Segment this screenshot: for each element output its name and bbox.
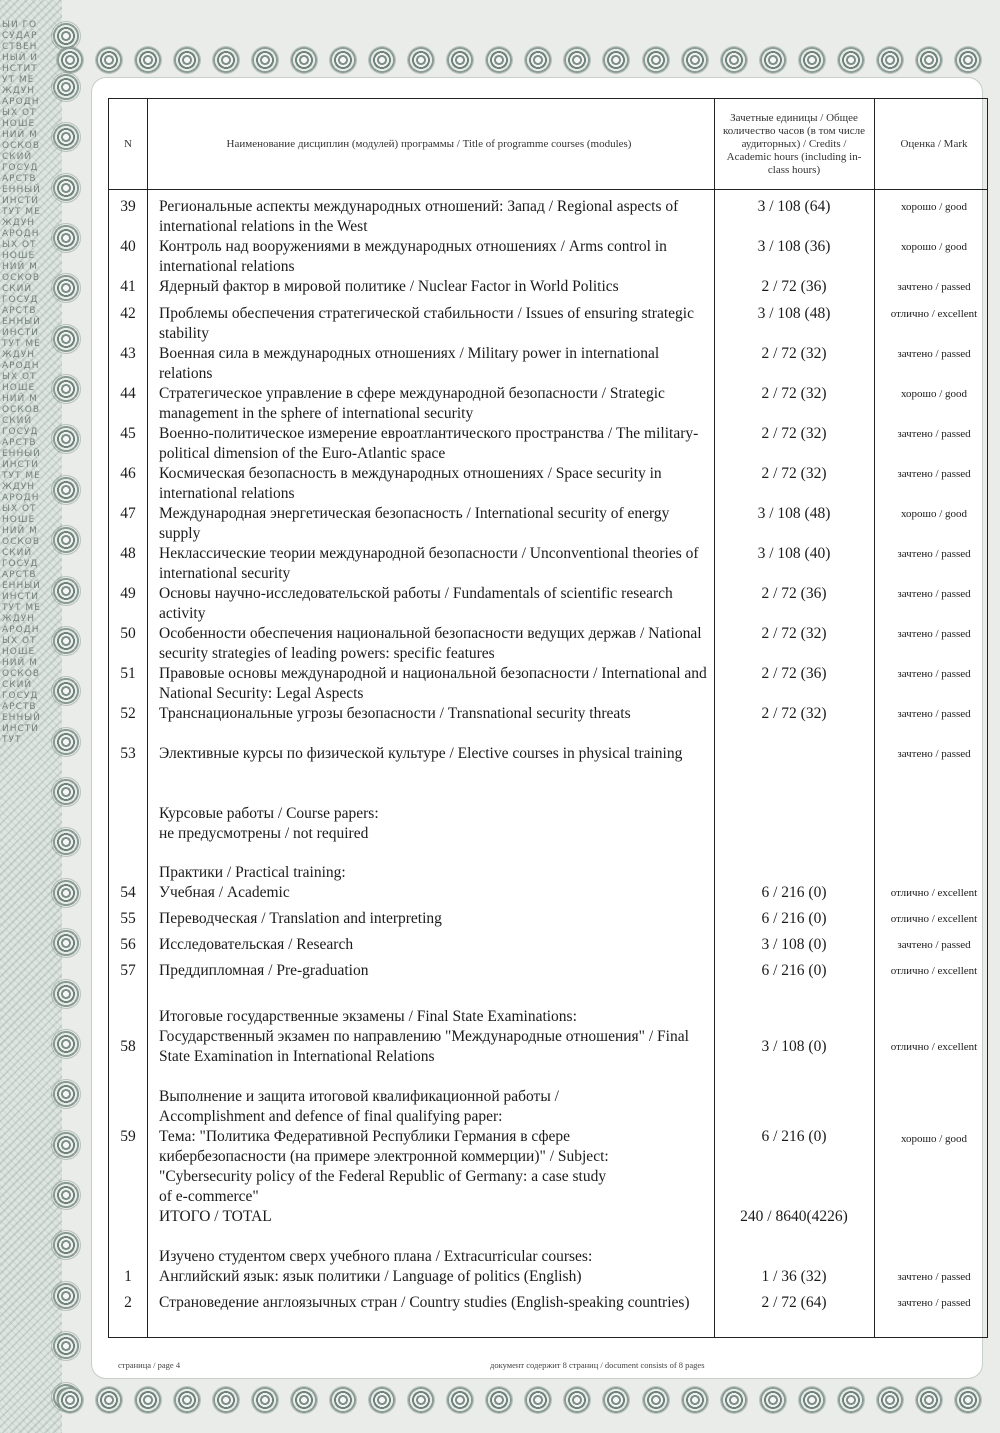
guilloche-rosette bbox=[52, 1080, 80, 1108]
guilloche-rosette bbox=[52, 828, 80, 856]
course-mark: отлично / excellent bbox=[890, 913, 978, 925]
course-mark: зачтено / passed bbox=[897, 468, 971, 480]
guilloche-rosette bbox=[408, 47, 434, 73]
course-title: Государственный экзамен по направлению "Международные отношения" / Final State Examination in International Relations bbox=[159, 1028, 689, 1065]
guilloche-rosette bbox=[52, 627, 80, 655]
guilloche-rosette bbox=[52, 1231, 80, 1259]
header-title: Наименование дисциплин (модулей) программы / Title of programme courses (modules) bbox=[226, 137, 632, 150]
guilloche-rosette bbox=[52, 174, 80, 202]
guilloche-rosette bbox=[369, 1387, 395, 1413]
row-number: 55 bbox=[120, 910, 136, 927]
guilloche-rosette bbox=[52, 425, 80, 453]
guilloche-rosette bbox=[799, 1387, 825, 1413]
course-credits: 2 / 72 (36) bbox=[761, 278, 827, 295]
guilloche-rosette bbox=[877, 47, 903, 73]
total-credits: 240 / 8640(4226) bbox=[740, 1208, 848, 1225]
guilloche-rosette bbox=[447, 47, 473, 73]
course-credits: 2 / 72 (36) bbox=[761, 585, 827, 602]
rosette-row-top bbox=[44, 40, 994, 80]
guilloche-rosette bbox=[52, 375, 80, 403]
course-mark: зачтено / passed bbox=[897, 1271, 971, 1283]
course-title: Военно-политическое измерение евроатлантического пространства / The military-political dimension of the Euro-Atlantic space bbox=[159, 425, 699, 462]
column-divider-n bbox=[147, 99, 148, 1337]
course-credits: 2 / 72 (32) bbox=[761, 465, 827, 482]
course-credits: 2 / 72 (32) bbox=[761, 425, 827, 442]
header-n: N bbox=[124, 137, 132, 150]
total-label: ИТОГО / TOTAL bbox=[159, 1208, 272, 1225]
course-title: Элективные курсы по физической культуре / Elective courses in physical training bbox=[159, 745, 683, 762]
course-title: Космическая безопасность в международных отношениях / Space security in international relations bbox=[159, 465, 662, 502]
guilloche-rosette bbox=[603, 47, 629, 73]
thesis-line: of e-commerce" bbox=[159, 1188, 259, 1205]
guilloche-rosette bbox=[174, 1387, 200, 1413]
guilloche-rosette bbox=[291, 47, 317, 73]
course-credits: 2 / 72 (36) bbox=[761, 665, 827, 682]
row-number: 42 bbox=[120, 305, 136, 322]
thesis-line: "Cybersecurity policy of the Federal Republic of Germany: a case study bbox=[159, 1168, 607, 1185]
course-credits: 6 / 216 (0) bbox=[761, 962, 827, 979]
guilloche-rosette bbox=[96, 47, 122, 73]
course-credits: 6 / 216 (0) bbox=[761, 910, 827, 927]
guilloche-rosette bbox=[603, 1387, 629, 1413]
course-title: Военная сила в международных отношениях / Military power in international relations bbox=[159, 345, 660, 382]
guilloche-rosette bbox=[330, 1387, 356, 1413]
row-number: 52 bbox=[120, 705, 136, 722]
course-mark: хорошо / good bbox=[900, 201, 968, 213]
header-mark: Оценка / Mark bbox=[900, 137, 968, 150]
course-title: Ядерный фактор в мировой политике / Nuclear Factor in World Politics bbox=[159, 278, 619, 295]
guilloche-rosette bbox=[52, 1332, 80, 1360]
security-microtext: ЫЙ ГОСУДАРСТВЕННЫЙ ИНСТИТУТ МЕЖДУНАРОДНЫХ ОТНОШЕНИЙ МОСКОВСКИЙ ГОСУДАРСТВЕННЫЙ ИНСТИТУТ МЕЖДУНАРОДНЫХ ОТНОШЕНИЙ МОСКОВСКИЙ ГОСУДАРСТВЕННЫЙ ИНСТИТУТ МЕЖДУНАРОДНЫХ ОТНОШЕНИЙ МОСКОВСКИЙ ГОСУДАРСТВЕННЫЙ ИНСТИТУТ МЕЖДУНАРОДНЫХ ОТНОШЕНИЙ МОСКОВСКИЙ ГОСУДАРСТВЕННЫЙ ИНСТИТУТ МЕЖДУНАРОДНЫХ ОТНОШЕНИЙ МОСКОВСКИЙ ГОСУДАРСТВЕННЫЙ ИНСТИТУТ bbox=[2, 20, 41, 745]
guilloche-rosette bbox=[252, 1387, 278, 1413]
row-number: 46 bbox=[120, 465, 136, 482]
course-mark: зачтено / passed bbox=[897, 428, 971, 440]
guilloche-rosette bbox=[330, 47, 356, 73]
course-credits: 3 / 108 (64) bbox=[757, 198, 831, 215]
course-mark: зачтено / passed bbox=[897, 281, 971, 293]
guilloche-rosette bbox=[486, 47, 512, 73]
guilloche-rosette bbox=[52, 123, 80, 151]
course-title: Особенности обеспечения национальной безопасности ведущих держав / National security strategies of leading powers: specific features bbox=[159, 625, 702, 662]
course-papers-value: не предусмотрены / not required bbox=[159, 825, 369, 842]
course-title: Английский язык: язык политики / Language of politics (English) bbox=[159, 1268, 582, 1285]
row-number: 50 bbox=[120, 625, 136, 642]
course-credits: 3 / 108 (48) bbox=[757, 505, 831, 522]
course-title: Правовые основы международной и национальной безопасности / International and National Security: Legal Aspects bbox=[159, 665, 707, 702]
guilloche-rosette bbox=[760, 1387, 786, 1413]
guilloche-rosette bbox=[643, 1387, 669, 1413]
guilloche-rosette bbox=[525, 1387, 551, 1413]
guilloche-rosette bbox=[682, 1387, 708, 1413]
guilloche-rosette bbox=[52, 224, 80, 252]
course-mark: зачтено / passed bbox=[897, 668, 971, 680]
course-title: Переводческая / Translation and interpreting bbox=[159, 910, 442, 927]
course-title: Основы научно-исследовательской работы / Fundamentals of scientific research activity bbox=[159, 585, 673, 622]
course-title: Учебная / Academic bbox=[159, 884, 290, 901]
thesis-line: Выполнение и защита итоговой квалификационной работы / bbox=[159, 1088, 559, 1105]
guilloche-rosette bbox=[486, 1387, 512, 1413]
thesis-line: Accomplishment and defence of final qualifying paper: bbox=[159, 1108, 503, 1125]
course-mark: зачтено / passed bbox=[897, 628, 971, 640]
guilloche-rosette bbox=[291, 1387, 317, 1413]
course-title: Исследовательская / Research bbox=[159, 936, 354, 953]
thesis-line: Тема: "Политика Федеративной Республики Германия в сфере bbox=[159, 1128, 571, 1145]
course-credits: 3 / 108 (0) bbox=[761, 936, 827, 953]
course-mark: зачтено / passed bbox=[897, 548, 971, 560]
guilloche-rosette bbox=[57, 1387, 83, 1413]
rosette-column-left bbox=[44, 0, 88, 1433]
course-mark: хорошо / good bbox=[900, 508, 968, 520]
guilloche-rosette bbox=[52, 577, 80, 605]
row-number: 1 bbox=[124, 1268, 132, 1285]
course-credits: 2 / 72 (64) bbox=[761, 1294, 827, 1311]
row-number: 49 bbox=[120, 585, 136, 602]
course-mark: зачтено / passed bbox=[897, 708, 971, 720]
guilloche-rosette bbox=[760, 47, 786, 73]
course-papers-heading: Курсовые работы / Course papers: bbox=[159, 805, 379, 822]
guilloche-rosette bbox=[916, 1387, 942, 1413]
guilloche-rosette bbox=[916, 47, 942, 73]
guilloche-rosette bbox=[252, 47, 278, 73]
course-title: Неклассические теории международной безопасности / Unconventional theories of international security bbox=[159, 545, 699, 582]
guilloche-rosette bbox=[799, 47, 825, 73]
course-title: Преддипломная / Pre-graduation bbox=[159, 962, 369, 979]
row-number: 58 bbox=[120, 1038, 136, 1055]
course-mark: зачтено / passed bbox=[897, 588, 971, 600]
row-number: 54 bbox=[120, 884, 136, 901]
course-title: Контроль над вооружениями в международных отношениях / Arms control in international relations bbox=[159, 238, 667, 275]
row-number: 39 bbox=[120, 198, 136, 215]
course-credits: 2 / 72 (32) bbox=[761, 625, 827, 642]
row-number: 41 bbox=[120, 278, 136, 295]
course-mark: зачтено / passed bbox=[897, 748, 971, 760]
row-number: 48 bbox=[120, 545, 136, 562]
guilloche-rosette bbox=[135, 47, 161, 73]
guilloche-rosette bbox=[213, 1387, 239, 1413]
row-number: 51 bbox=[120, 665, 136, 682]
guilloche-rosette bbox=[877, 1387, 903, 1413]
course-title: Стратегическое управление в сфере международной безопасности / Strategic management in the sphere of international security bbox=[159, 385, 665, 422]
course-title: Региональные аспекты международных отношений: Запад / Regional aspects of international relations in the West bbox=[159, 198, 679, 235]
row-number: 40 bbox=[120, 238, 136, 255]
guilloche-rosette bbox=[408, 1387, 434, 1413]
extracurricular-heading: Изучено студентом сверх учебного плана / Extracurricular courses: bbox=[159, 1248, 593, 1265]
course-credits: 6 / 216 (0) bbox=[761, 1128, 827, 1145]
course-mark: отлично / excellent bbox=[890, 1041, 978, 1053]
guilloche-rosette bbox=[955, 47, 981, 73]
guilloche-rosette bbox=[52, 1131, 80, 1159]
guilloche-rosette bbox=[682, 47, 708, 73]
course-mark: отлично / excellent bbox=[890, 887, 978, 899]
course-credits: 3 / 108 (0) bbox=[761, 1038, 827, 1055]
row-number: 43 bbox=[120, 345, 136, 362]
guilloche-rosette bbox=[213, 47, 239, 73]
guilloche-rosette bbox=[52, 325, 80, 353]
guilloche-rosette bbox=[174, 47, 200, 73]
guilloche-rosette bbox=[369, 47, 395, 73]
row-number: 56 bbox=[120, 936, 136, 953]
course-title: Международная энергетическая безопасность / International security of energy supply bbox=[159, 505, 670, 542]
guilloche-rosette bbox=[57, 47, 83, 73]
guilloche-rosette bbox=[52, 929, 80, 957]
guilloche-rosette bbox=[52, 526, 80, 554]
row-number: 45 bbox=[120, 425, 136, 442]
row-number: 44 bbox=[120, 385, 136, 402]
guilloche-rosette bbox=[52, 778, 80, 806]
guilloche-rosette bbox=[52, 728, 80, 756]
guilloche-rosette bbox=[52, 980, 80, 1008]
guilloche-rosette bbox=[564, 1387, 590, 1413]
guilloche-rosette bbox=[52, 476, 80, 504]
guilloche-rosette bbox=[52, 1030, 80, 1058]
header-credits: Зачетные единицы / Общее количество часов (в том числе аудиторных) / Credits / Academic hours (including in-class hours) bbox=[723, 111, 865, 176]
course-mark: отлично / excellent bbox=[890, 965, 978, 977]
course-mark: зачтено / passed bbox=[897, 939, 971, 951]
course-credits: 2 / 72 (32) bbox=[761, 345, 827, 362]
guilloche-rosette bbox=[721, 47, 747, 73]
course-title: Страноведение англоязычных стран / Country studies (English-speaking countries) bbox=[159, 1294, 690, 1311]
row-number: 57 bbox=[120, 962, 136, 979]
course-mark: отлично / excellent bbox=[890, 308, 978, 320]
guilloche-rosette bbox=[52, 274, 80, 302]
course-credits: 3 / 108 (36) bbox=[757, 238, 831, 255]
guilloche-rosette bbox=[643, 47, 669, 73]
guilloche-rosette bbox=[52, 879, 80, 907]
course-credits: 3 / 108 (40) bbox=[757, 545, 831, 562]
document-page-count: документ содержит 8 страниц / document consists of 8 pages bbox=[490, 1360, 705, 1370]
row-number: 2 bbox=[124, 1294, 132, 1311]
course-mark: зачтено / passed bbox=[897, 348, 971, 360]
course-credits: 1 / 36 (32) bbox=[761, 1268, 827, 1285]
guilloche-rosette bbox=[96, 1387, 122, 1413]
guilloche-rosette bbox=[52, 677, 80, 705]
course-credits: 2 / 72 (32) bbox=[761, 705, 827, 722]
row-number: 47 bbox=[120, 505, 136, 522]
row-number: 59 bbox=[120, 1128, 136, 1145]
guilloche-rosette bbox=[721, 1387, 747, 1413]
rosette-row-bottom bbox=[44, 1380, 994, 1420]
page-number: страница / page 4 bbox=[118, 1360, 181, 1370]
final-exams-heading: Итоговые государственные экзамены / Final State Examinations: bbox=[159, 1008, 577, 1025]
guilloche-rosette bbox=[52, 1282, 80, 1310]
course-credits: 2 / 72 (32) bbox=[761, 385, 827, 402]
course-credits: 6 / 216 (0) bbox=[761, 884, 827, 901]
grades-table bbox=[108, 98, 988, 1338]
course-mark: хорошо / good bbox=[900, 1133, 968, 1145]
row-number: 53 bbox=[120, 745, 136, 762]
guilloche-rosette bbox=[838, 1387, 864, 1413]
guilloche-rosette bbox=[564, 47, 590, 73]
course-mark: зачтено / passed bbox=[897, 1297, 971, 1309]
guilloche-rosette bbox=[135, 1387, 161, 1413]
header-divider bbox=[109, 189, 987, 190]
guilloche-rosette bbox=[447, 1387, 473, 1413]
thesis-line: кибербезопасности (на примере электронной коммерции)" / Subject: bbox=[159, 1148, 609, 1165]
practice-heading: Практики / Practical training: bbox=[159, 864, 346, 881]
guilloche-rosette bbox=[52, 1181, 80, 1209]
course-title: Транснациональные угрозы безопасности / Transnational security threats bbox=[159, 705, 631, 722]
course-title: Проблемы обеспечения стратегической стабильности / Issues of ensuring strategic stability bbox=[159, 305, 694, 342]
guilloche-rosette bbox=[955, 1387, 981, 1413]
course-credits: 3 / 108 (48) bbox=[757, 305, 831, 322]
guilloche-rosette bbox=[525, 47, 551, 73]
course-mark: хорошо / good bbox=[900, 241, 968, 253]
course-mark: хорошо / good bbox=[900, 388, 968, 400]
guilloche-rosette bbox=[838, 47, 864, 73]
